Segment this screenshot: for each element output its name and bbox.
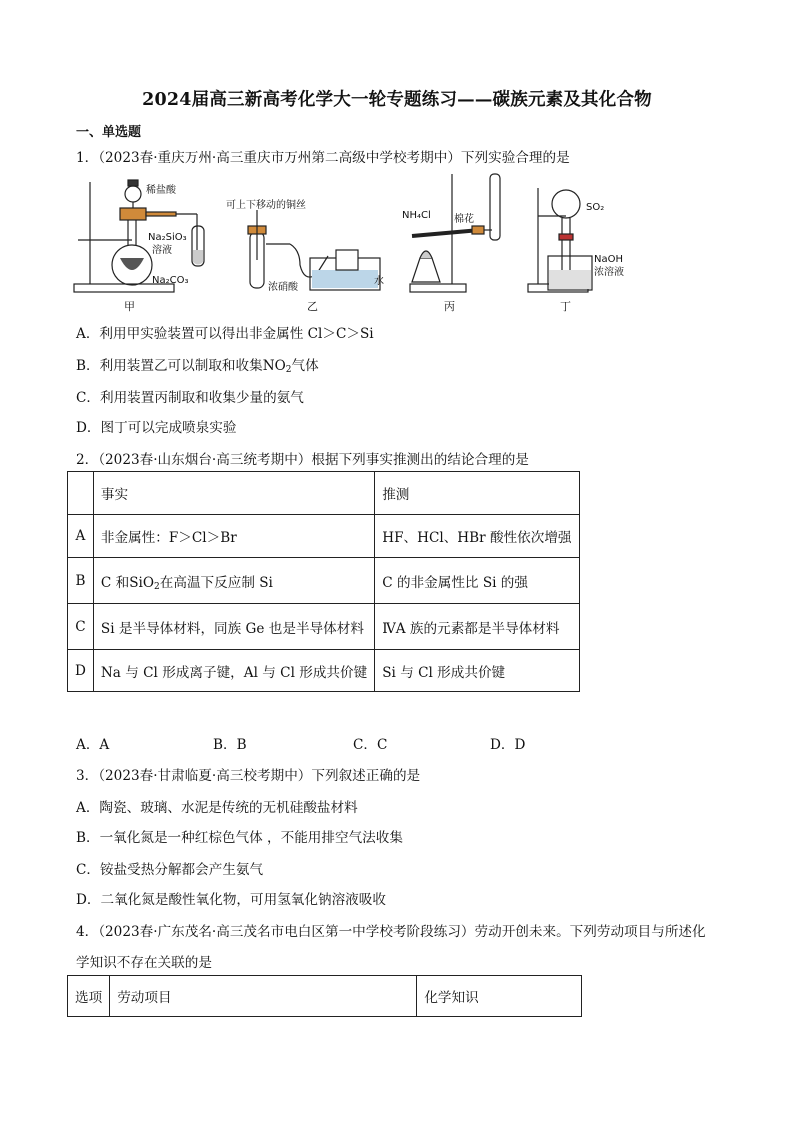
q3-option-d: D．二氧化氮是酸性氧化物，可用氢氧化钠溶液吸收	[76, 892, 386, 908]
table-row: D Na 与 Cl 形成离子键，Al 与 Cl 形成共价键 Si 与 Cl 形成共价键	[68, 650, 580, 692]
q3-option-b: B．一氧化氮是一种红棕色气体 ，不能用排空气法收集	[76, 830, 403, 846]
q1-option-a: A．利用甲实验装置可以得出非金属性 Cl＞C＞Si	[76, 326, 374, 342]
q1-option-b: B．利用装置乙可以制取和收集$NO_2$气体	[76, 358, 319, 375]
label-water: 水	[374, 276, 384, 287]
label-nh4cl: NH₄Cl	[402, 210, 431, 221]
q3-option-c: C．铵盐受热分解都会产生氨气	[76, 862, 264, 878]
caption-bing: 丙	[444, 300, 455, 313]
question-2-stem: 2．（2023春·山东烟台·高三统考期中）根据下列事实推测出的结论合理的是	[76, 452, 529, 468]
table-row: B C 和SiO$_2$在高温下反应制 Si C 的非金属性比 Si 的强	[68, 558, 580, 604]
q4-table	[67, 975, 582, 1017]
caption-ding: 丁	[560, 300, 571, 313]
header-labor-item: 劳动项目	[110, 976, 417, 1017]
apparatus-ding	[528, 188, 592, 292]
q1-option-d: D．图丁可以完成喷泉实验	[76, 420, 237, 436]
q2-answer-d: D．D	[490, 737, 526, 753]
question-4-stem-line2: 学知识不存在关联的是	[76, 955, 212, 971]
q3-option-a: A．陶瓷、玻璃、水泥是传统的无机硅酸盐材料	[76, 800, 358, 816]
apparatus-figure	[60, 170, 740, 320]
q2-answer-a: A．A	[76, 737, 110, 753]
question-1-stem: 1．（2023春·重庆万州·高三重庆市万州第二高级中学校考期中）下列实验合理的是	[76, 150, 570, 166]
header-fact: 事实	[93, 472, 374, 515]
table-header-row	[68, 976, 582, 1017]
apparatus-yi	[248, 210, 380, 290]
label-conc-solution: 浓溶液	[594, 267, 624, 278]
apparatus-bing	[410, 174, 500, 292]
section-heading: 一、单选题	[76, 125, 142, 140]
table-header-row	[68, 472, 580, 515]
header-option: 选项	[68, 976, 110, 1017]
header-chem-knowledge: 化学知识	[417, 976, 582, 1017]
page-title: 2024届高三新高考化学大一轮专题练习——碳族元素及其化合物	[142, 90, 652, 110]
label-copper-wire: 可上下移动的铜丝	[226, 200, 306, 211]
question-3-stem: 3．（2023春·甘肃临夏·高三校考期中）下列叙述正确的是	[76, 768, 421, 784]
label-so2: SO₂	[586, 202, 605, 213]
table-row: C Si 是半导体材料，同族 Ge 也是半导体材料 ⅣA 族的元素都是半导体材料	[68, 604, 580, 650]
table-row: A 非金属性：F＞Cl＞Br HF、HCl、HBr 酸性依次增强	[68, 515, 580, 558]
q2-table	[67, 471, 580, 692]
label-solution-jia: 溶液	[152, 245, 172, 256]
label-hcl: 稀盐酸	[146, 185, 176, 196]
caption-jia: 甲	[124, 300, 135, 313]
label-cotton: 棉花	[454, 214, 474, 225]
label-naoh: NaOH	[594, 254, 623, 265]
q1-option-c: C．利用装置丙制取和收集少量的氨气	[76, 390, 304, 406]
q2-answer-b: B．B	[213, 737, 247, 753]
caption-yi: 乙	[307, 300, 318, 313]
label-na2co3: Na₂CO₃	[152, 275, 189, 286]
label-conc-nitric: 浓硝酸	[268, 282, 298, 293]
label-na2sio3: Na₂SiO₃	[148, 232, 187, 243]
question-4-stem-line1: 4．（2023春·广东茂名·高三茂名市电白区第一中学校考阶段练习）劳动开创未来。下列劳动项目与所述化	[76, 924, 706, 940]
header-inference: 推测	[375, 472, 579, 515]
q2-answer-c: C．C	[353, 737, 388, 753]
